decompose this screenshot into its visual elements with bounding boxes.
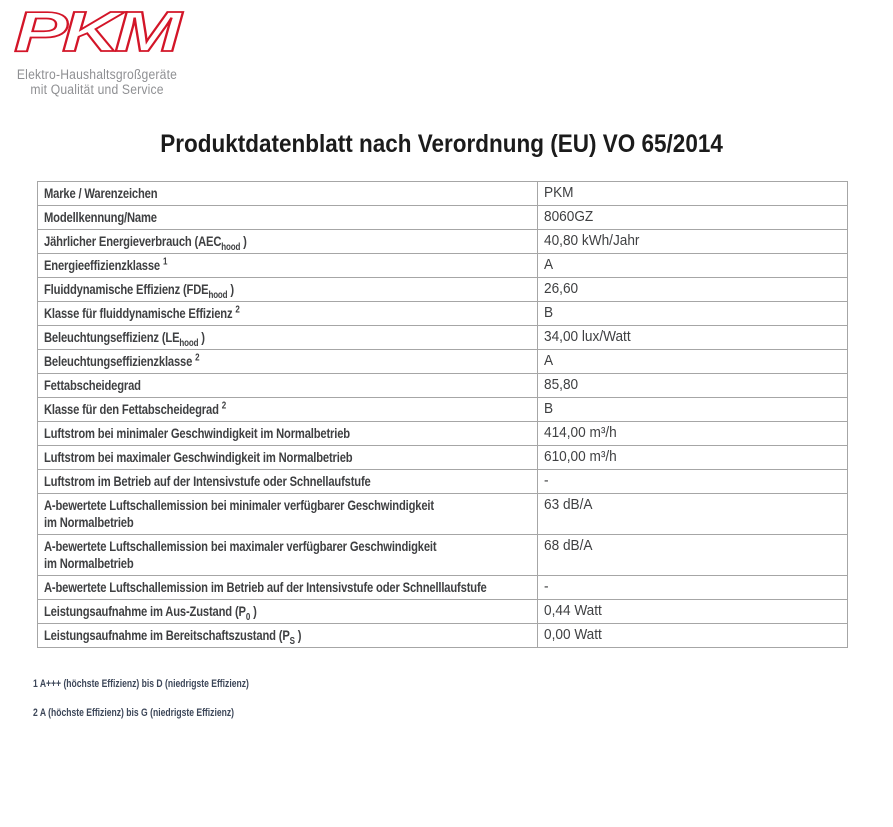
row-value: 34,00 lux/Watt — [538, 326, 848, 350]
row-label: Marke / Warenzeichen — [38, 182, 538, 206]
table-row — [38, 422, 848, 446]
table-row — [38, 494, 848, 535]
row-value: 40,80 kWh/Jahr — [538, 230, 848, 254]
row-value: 85,80 — [538, 374, 848, 398]
row-value: B — [538, 398, 848, 422]
row-label: Leistungsaufnahme im Aus-Zustand ($P_0$ ) — [38, 600, 538, 624]
pkm-logo-text: PKM — [14, 4, 184, 62]
row-value: A — [538, 254, 848, 278]
table-row — [38, 182, 848, 206]
table-row — [38, 206, 848, 230]
row-value: PKM — [538, 182, 848, 206]
logo-tagline-line1 — [8, 67, 186, 82]
row-value: 68 dB/A — [538, 535, 848, 576]
row-value: - — [538, 470, 848, 494]
table-row — [38, 600, 848, 624]
row-label: Fettabscheidegrad — [38, 374, 538, 398]
table-row — [38, 230, 848, 254]
table-row — [38, 624, 848, 648]
table-row — [38, 446, 848, 470]
table-row — [38, 374, 848, 398]
row-value: 0,44 Watt — [538, 600, 848, 624]
footnote-1-text: 1 A+++ (höchste Effizienz) bis D (niedrigste Effizienz) — [33, 678, 249, 690]
row-label: Beleuchtungseffizienzklasse $^2$ — [38, 350, 538, 374]
table-row — [38, 350, 848, 374]
row-label: Energieeffizienzklasse $^1$ — [38, 254, 538, 278]
pkm-logo-mark — [8, 4, 186, 62]
row-label: Modellkennung/Name — [38, 206, 538, 230]
table-row — [38, 535, 848, 576]
row-label: A-bewertete Luftschallemission im Betrieb auf der Intensivstufe oder Schnelllaufstufe — [38, 576, 538, 600]
product-data-table — [37, 181, 848, 648]
row-label: A-bewertete Luftschallemission bei maximaler verfügbarer Geschwindigkeit im Normalbetrieb — [38, 535, 538, 576]
row-label: Leistungsaufnahme im Bereitschaftszustand ($P_S$ ) — [38, 624, 538, 648]
row-label: Fluiddynamische Effizienz ($FDE_{hood}$ ) — [38, 278, 538, 302]
table-row — [38, 302, 848, 326]
row-value: 0,00 Watt — [538, 624, 848, 648]
page-title-text: Produktdatenblatt nach Verordnung (EU) VO 65/2014 — [160, 130, 724, 158]
row-label: Jährlicher Energieverbrauch ($AEC_{hood}$ ) — [38, 230, 538, 254]
row-value: 63 dB/A — [538, 494, 848, 535]
table-row — [38, 326, 848, 350]
row-value: B — [538, 302, 848, 326]
pkm-logo — [8, 4, 186, 97]
footnote-1 — [33, 676, 310, 691]
row-value: 610,00 m³/h — [538, 446, 848, 470]
row-label: A-bewertete Luftschallemission bei minimaler verfügbarer Geschwindigkeit im Normalbetrieb — [38, 494, 538, 535]
row-label: Klasse für fluiddynamische Effizienz $^2$ — [38, 302, 538, 326]
table-row — [38, 470, 848, 494]
table-row — [38, 398, 848, 422]
row-label: Luftstrom bei minimaler Geschwindigkeit im Normalbetrieb — [38, 422, 538, 446]
row-value: A — [538, 350, 848, 374]
footnote-2 — [33, 705, 310, 720]
row-value: 26,60 — [538, 278, 848, 302]
row-label: Luftstrom im Betrieb auf der Intensivstufe oder Schnellaufstufe — [38, 470, 538, 494]
footnotes — [33, 676, 310, 720]
logo-tagline-line2 — [8, 82, 186, 97]
row-label: Luftstrom bei maximaler Geschwindigkeit im Normalbetrieb — [38, 446, 538, 470]
row-value: 414,00 m³/h — [538, 422, 848, 446]
row-label: Beleuchtungseffizienz ($LE_{hood}$ ) — [38, 326, 538, 350]
logo-tagline-line2-text: mit Qualität und Service — [30, 82, 164, 97]
logo-tagline-line1-text: Elektro-Haushaltsgroßgeräte — [16, 67, 178, 82]
table-row — [38, 254, 848, 278]
row-value: - — [538, 576, 848, 600]
table-row — [38, 278, 848, 302]
row-value: 8060GZ — [538, 206, 848, 230]
page-title — [37, 130, 847, 159]
footnote-2-text: 2 A (höchste Effizienz) bis G (niedrigste Effizienz) — [33, 707, 235, 719]
row-label: Klasse für den Fettabscheidegrad $^2$ — [38, 398, 538, 422]
table-row — [38, 576, 848, 600]
product-table-body — [38, 182, 848, 648]
